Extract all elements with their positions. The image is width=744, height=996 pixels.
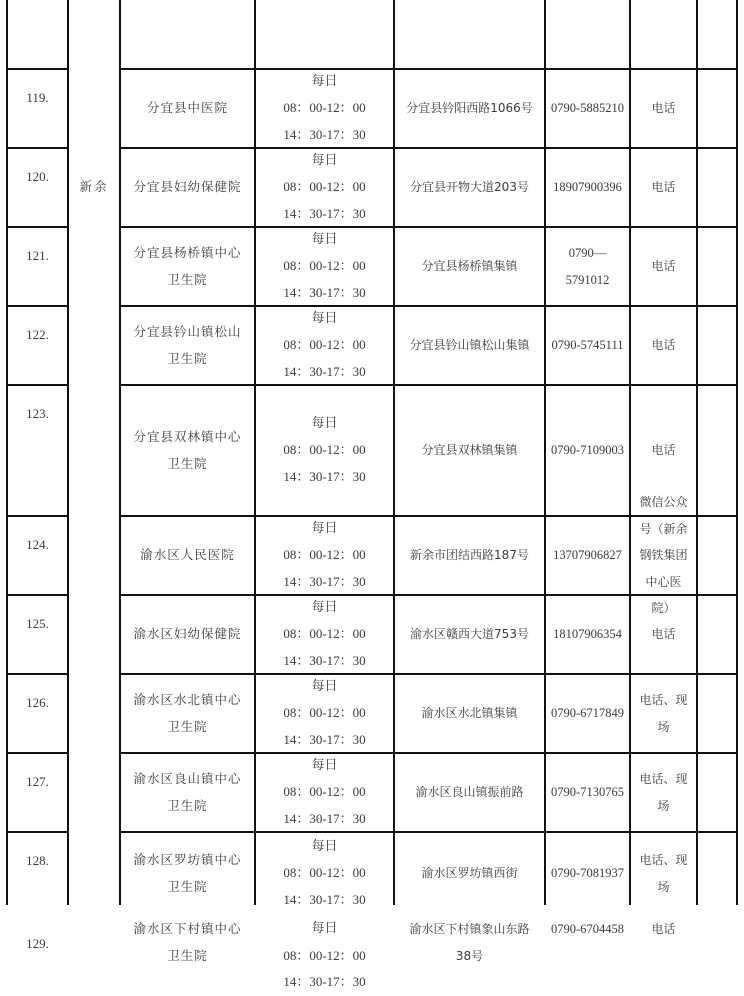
hours-range: 08：00-12：00 (283, 179, 366, 195)
service-hours (256, 833, 393, 914)
phone-number: 18107906354 (553, 627, 622, 642)
facility-name: 渝水区水北镇中心卫生院 (133, 692, 242, 734)
note-cell (698, 596, 736, 673)
hours-range: 14：30-17：30 (283, 205, 366, 221)
hours-days: 每日 (311, 520, 338, 536)
contact-method: 电话 (651, 922, 676, 936)
hours-range: 14：30-17：30 (283, 731, 366, 747)
note-cell (698, 228, 736, 305)
row-number: 119. (26, 90, 49, 105)
address: 分宜县双林镇集镇 (421, 443, 518, 458)
service-hours (256, 228, 393, 305)
hours-range: 14：30-17：30 (283, 974, 366, 989)
service-hours (256, 386, 393, 515)
phone-number: 0790-5745111 (551, 338, 624, 353)
phone-number: 0790-7081937 (551, 866, 624, 881)
note-cell (698, 675, 736, 752)
hours-days: 每日 (311, 599, 338, 615)
row-number: 120. (26, 169, 49, 184)
facility-name: 渝水区人民医院 (140, 547, 235, 563)
facility-name: 分宜县中医院 (146, 100, 228, 116)
contact-method: 微信公众号（新余钢铁集团中心医院） (639, 495, 688, 616)
phone-number: 18907900396 (553, 180, 622, 195)
hours-days: 每日 (311, 415, 338, 431)
contact-method: 电话 (651, 338, 676, 353)
hours-range: 14：30-17：30 (283, 810, 366, 826)
service-hours (256, 307, 393, 384)
hours-days: 每日 (311, 310, 338, 326)
service-hours (256, 754, 393, 831)
note-cell (698, 833, 736, 914)
service-hours (256, 596, 393, 673)
hours-days: 每日 (311, 73, 338, 89)
contact-method: 电话 (651, 180, 676, 195)
address: 渝水区水北镇集镇 (421, 706, 518, 721)
address: 新余市团结西路187号 (410, 548, 529, 563)
contact-method: 电话 (651, 259, 676, 274)
hours-days: 每日 (311, 231, 338, 247)
hours-range: 08：00-12：00 (283, 626, 366, 642)
phone-number: 0790-7130765 (551, 785, 624, 800)
hours-range: 14：30-17：30 (283, 573, 366, 589)
hours-range: 08：00-12：00 (283, 442, 366, 458)
row-number: 125. (26, 616, 49, 631)
region-cell: 新余 (79, 179, 109, 195)
phone-number: 0790-6704458 (551, 922, 624, 936)
row-number: 129. (26, 936, 49, 951)
hours-range: 08：00-12：00 (283, 547, 366, 563)
address: 分宜县钤山镇松山集镇 (409, 338, 530, 353)
facility-name: 分宜县双林镇中心卫生院 (133, 429, 242, 471)
row-number: 127. (26, 774, 49, 789)
hours-range: 14：30-17：30 (283, 891, 366, 907)
note-cell (698, 386, 736, 515)
hours-range: 14：30-17：30 (283, 284, 366, 300)
address: 分宜县钤阳西路1066号 (406, 101, 533, 116)
service-hours (256, 517, 393, 594)
hours-range: 14：30-17：30 (283, 363, 366, 379)
hours-range: 08：00-12：00 (283, 947, 366, 963)
phone-number: 0790—5791012 (565, 246, 610, 287)
hours-range: 14：30-17：30 (283, 468, 366, 484)
facility-name: 渝水区良山镇中心卫生院 (133, 771, 242, 813)
hours-days: 每日 (311, 921, 338, 936)
facility-name: 分宜县杨桥镇中心卫生院 (133, 245, 242, 287)
hours-range: 08：00-12：00 (283, 100, 366, 116)
hours-days: 每日 (311, 678, 338, 694)
phone-number: 13707906827 (553, 548, 622, 563)
facility-name: 渝水区罗坊镇中心卫生院 (133, 852, 242, 894)
note-cell (698, 149, 736, 226)
note-cell (698, 754, 736, 831)
contact-method: 电话 (651, 443, 676, 458)
note-cell (698, 307, 736, 384)
hours-range: 08：00-12：00 (283, 705, 366, 721)
facility-name: 分宜县钤山镇松山卫生院 (133, 324, 242, 366)
column-divider (736, 0, 738, 905)
address: 渝水区罗坊镇西街 (421, 866, 518, 881)
service-hours (256, 916, 393, 996)
hours-days: 每日 (311, 838, 338, 854)
row-number: 122. (26, 327, 49, 342)
service-hours (256, 70, 393, 147)
contact-method: 电话 (651, 627, 676, 642)
phone-number: 0790-6717849 (551, 706, 624, 721)
note-cell (698, 70, 736, 147)
row-number: 126. (26, 695, 49, 710)
facility-name: 渝水区下村镇中心卫生院 (133, 921, 242, 963)
facility-name: 渝水区妇幼保健院 (133, 626, 242, 642)
hours-range: 14：30-17：30 (283, 126, 366, 142)
hours-days: 每日 (311, 152, 338, 168)
hours-days: 每日 (311, 757, 338, 773)
phone-number: 0790-7109003 (551, 443, 624, 458)
row-number: 124. (26, 537, 49, 552)
row-number: 123. (26, 406, 49, 421)
hours-range: 08：00-12：00 (283, 258, 366, 274)
service-hours (256, 149, 393, 226)
phone-number: 0790-5885210 (551, 101, 624, 116)
contact-method: 电话、现场 (639, 853, 688, 894)
note-cell (698, 517, 736, 594)
address: 分宜县开物大道203号 (410, 180, 529, 195)
address: 渝水区下村镇象山东路38号 (409, 922, 530, 963)
contact-method: 电话、现场 (639, 693, 688, 734)
hours-range: 08：00-12：00 (283, 865, 366, 881)
hours-range: 08：00-12：00 (283, 337, 366, 353)
address: 渝水区赣西大道753号 (410, 627, 529, 642)
contact-method: 电话 (651, 101, 676, 116)
address: 分宜县杨桥镇集镇 (421, 259, 518, 274)
hours-range: 14：30-17：30 (283, 652, 366, 668)
row-number: 128. (26, 853, 49, 868)
hours-range: 08：00-12：00 (283, 784, 366, 800)
column-divider (67, 0, 69, 905)
service-hours (256, 675, 393, 752)
row-number: 121. (26, 248, 49, 263)
address: 渝水区良山镇振前路 (415, 785, 524, 800)
facility-name: 分宜县妇幼保健院 (133, 179, 242, 195)
contact-method: 电话、现场 (639, 772, 688, 813)
